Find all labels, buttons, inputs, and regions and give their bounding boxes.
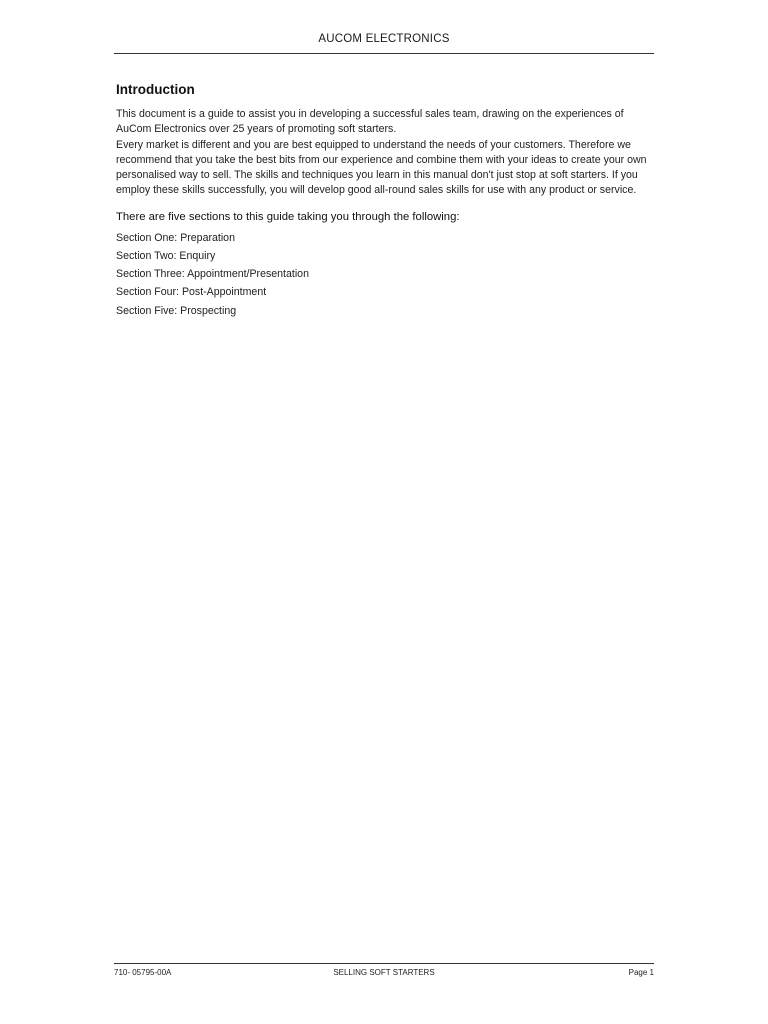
intro-paragraph: This document is a guide to assist you in developing a successful sales team, drawing on the experiences of AuCom Electronics over 25 years of promoting soft starters.	[116, 108, 624, 136]
sections-list	[116, 229, 654, 320]
page-number: Page 1	[628, 968, 654, 977]
list-item: Section Five: Prospecting	[116, 304, 237, 317]
company-name: AUCOM ELECTRONICS	[318, 33, 450, 45]
footer-divider	[114, 963, 654, 964]
list-item: Section Three: Appointment/Presentation	[116, 268, 309, 281]
section-heading: Introduction	[116, 82, 195, 97]
sections-subheading: There are five sections to this guide taking you through the following:	[116, 210, 460, 223]
document-number: 710- 05795-00A	[114, 968, 172, 977]
document-body	[116, 82, 654, 320]
list-item: Section Four: Post-Appointment	[116, 286, 267, 299]
list-item: Section One: Preparation	[116, 231, 235, 244]
page-header	[114, 33, 654, 53]
list-item: Section Two: Enquiry	[116, 249, 216, 262]
header-divider	[114, 53, 654, 54]
market-paragraph: Every market is different and you are best equipped to understand the needs of your customers. Therefore we recommend that you take the best bits from our experience and combine them with your ideas to create your own personalised way to sell. The skills and techniques you learn in this manual don't just stop at soft starters. If you employ these skills successfully, you will develop good all-round sales skills for use with any product or service.	[116, 138, 647, 197]
document-title: SELLING SOFT STARTERS	[333, 968, 435, 977]
page-footer	[114, 968, 654, 982]
